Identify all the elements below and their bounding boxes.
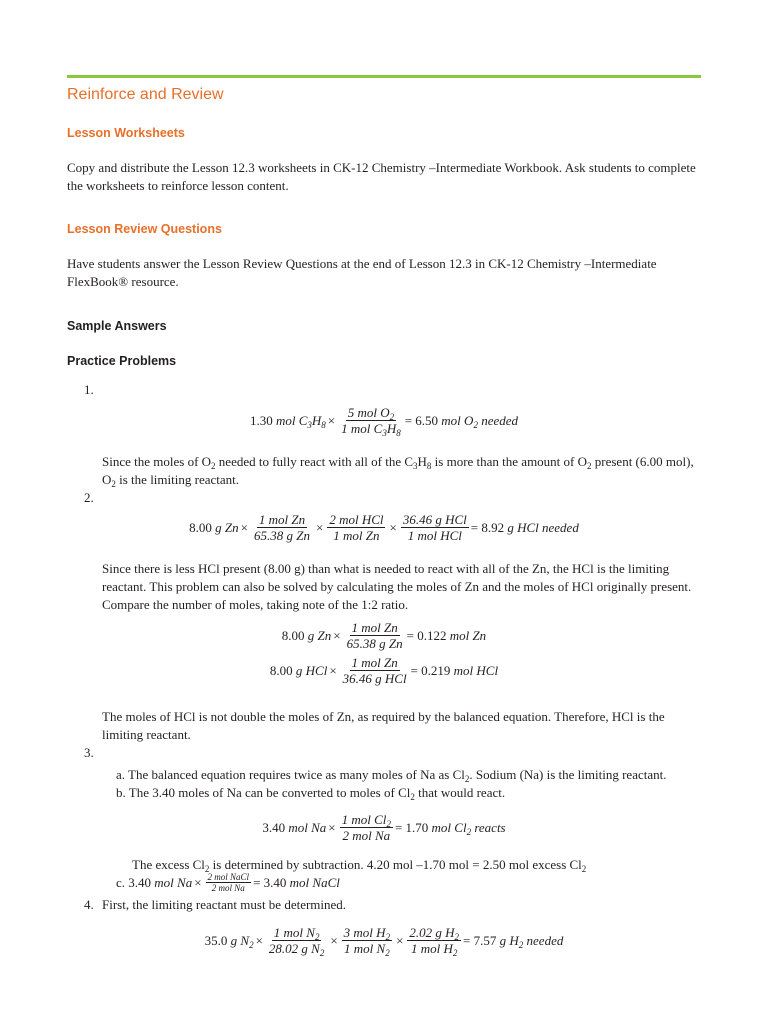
equation-block-2 — [0, 620, 768, 690]
equation-5: 3.40 mol Na × $\frac{1 mol Cl_2}{\text{2 mol Na}}$ = 1.70 mol $Cl_2$ reacts — [262, 812, 506, 843]
review-questions-heading: Lesson Review Questions — [67, 222, 222, 236]
problem-3c: c. 3.40 mol Na × $\frac{\text{2 mol NaCl}}{\text{2 mol Na}}$ = 3.40 mol NaCl — [116, 872, 340, 893]
problem-number: 4. — [84, 897, 94, 912]
problem-3a: a. The balanced equation requires twice as many moles of Na as $Cl_2$. Sodium (Na) is the limiting reactant. — [116, 767, 667, 784]
equation-3: 8.00 g Zn × $\frac{\text{1 mol Zn}}{\text{65.38 g Zn}}$ = 0.122 mol Zn — [281, 620, 487, 651]
problem-2-explanation: Since there is less HCl present (8.00 g) than what is needed to react with all of the Zn, the HCl is the limiting reactant. This problem can also be solved by calculating the moles of Zn and the moles of HCl originally present. Compare the number of moles, taking note of the 1:2 ratio. — [102, 561, 692, 612]
problem-number: 2. — [84, 490, 94, 505]
problem-3b: b. The 3.40 moles of Na can be converted to moles of $Cl_2$ that would react. — [116, 785, 506, 802]
problem-2-conclusion: The moles of HCl is not double the moles of Zn, as required by the balanced equation. Therefore, HCl is the limiting reactant. — [102, 709, 665, 742]
problem-number: 1. — [84, 382, 94, 397]
review-paragraph: Have students answer the Lesson Review Questions at the end of Lesson 12.3 in CK-12 Chemistry –Intermediate FlexBook® resource. — [67, 256, 657, 289]
equation-7: 35.0 g $N_2$ × $\frac{1 mol N_2}{28.02 g N_2}$ × $\frac{3 mol H_2}{1 mol N_2}$ × $\frac{2.02 g H_2}{1 mol H_2}$ = 7.57 g $H_2$ needed — [204, 925, 564, 958]
equation-4: 8.00 g HCl × $\frac{\text{1 mol Zn}}{\text{36.46 g HCl}}$ = 0.219 mol HCl — [269, 655, 499, 686]
problem-1-explanation: Since the moles of $O_2$ needed to fully react with all of the $C_3H_8$ is more than the amount of $O_2$ present (6.00 mol), $O_2$ is the limiting reactant. — [102, 454, 694, 489]
sample-answers-heading: Sample Answers — [67, 319, 167, 333]
section-title: Reinforce and Review — [67, 86, 224, 103]
equation-1: 1.30 mol $C_3H_8$ × $\frac{5 mol O_2}{1 mol C_3H_8}$ = 6.50 mol $O_2$ needed — [249, 405, 518, 438]
equation-2: 8.00 g Zn × $\frac{\text{1 mol Zn}}{\text{65.38 g Zn}}$ × $\frac{\text{2 mol HCl}}{\text{1 mol Zn}}$ × $\frac{\text{36.46 g HCl}}{\text{1 mol HCl}}$ = 8.92 g HCl needed — [189, 512, 579, 543]
header-rule — [67, 75, 701, 78]
practice-problems-heading: Practice Problems — [67, 354, 177, 368]
worksheets-paragraph: Copy and distribute the Lesson 12.3 worksheets in CK-12 Chemistry –Intermediate Workbook. Ask students to complete the worksheets to reinforce lesson content. — [67, 160, 696, 193]
problem-number: 3. — [84, 745, 94, 760]
problem-3-excess: The excess $Cl_2$ is determined by subtraction. 4.20 mol –1.70 mol = 2.50 mol excess $Cl_2$ — [132, 857, 587, 874]
worksheets-heading: Lesson Worksheets — [67, 126, 185, 140]
problem-4-text: First, the limiting reactant must be determined. — [102, 897, 347, 912]
